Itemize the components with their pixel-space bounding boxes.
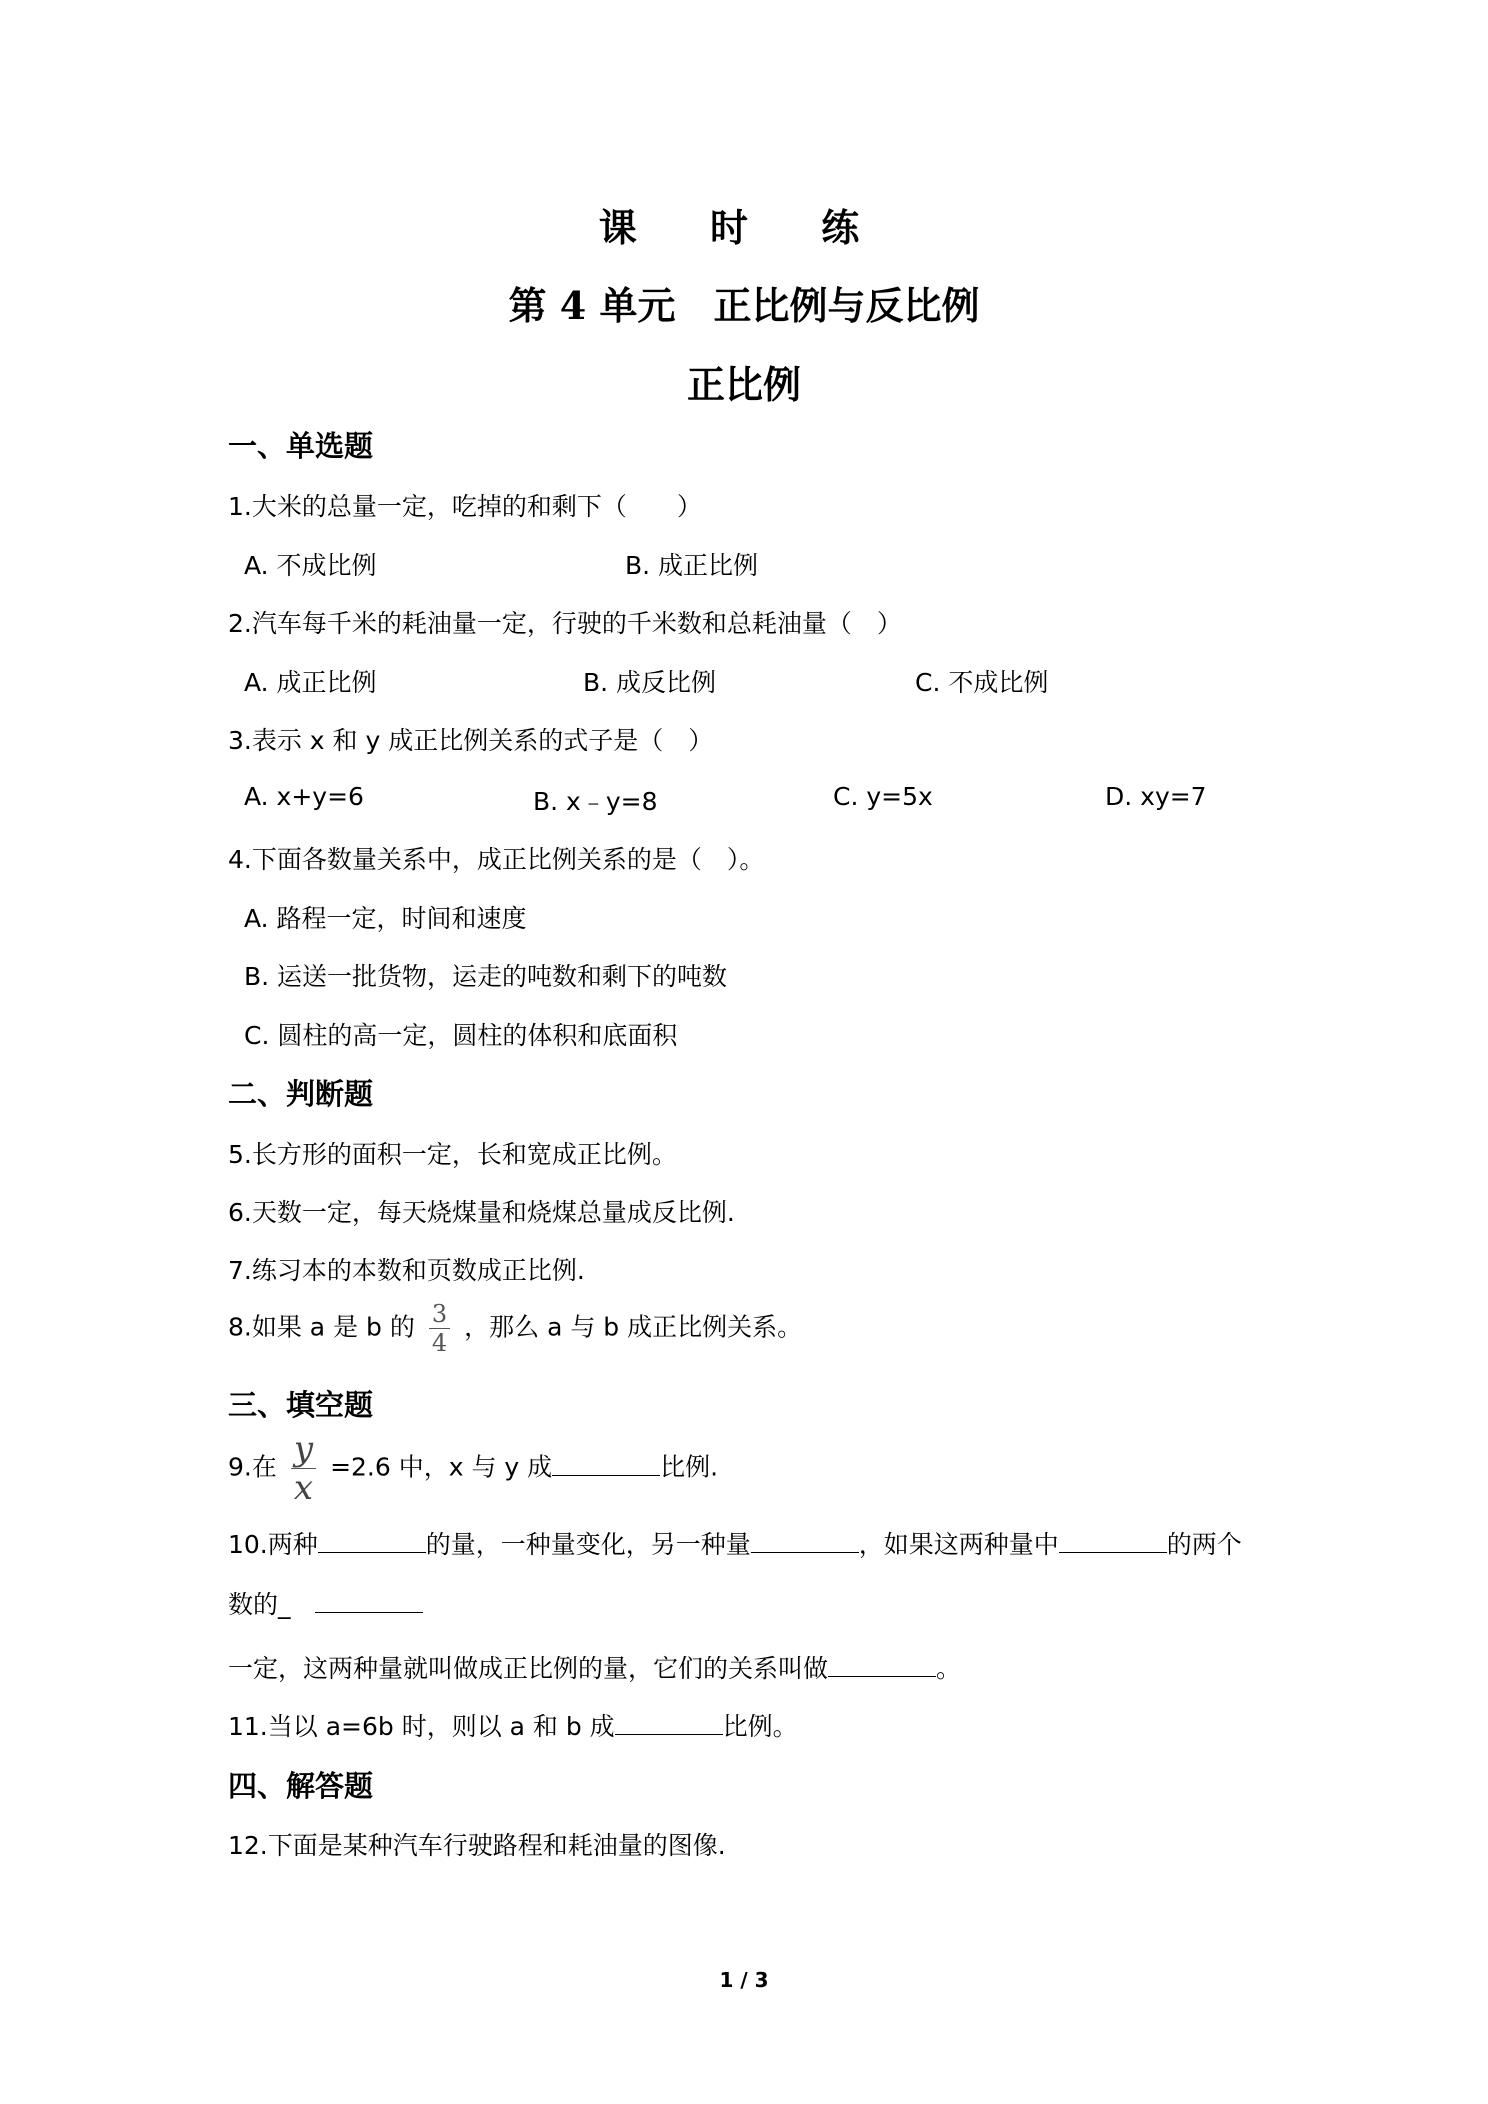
question-10-line-3 xyxy=(228,1649,961,1685)
q9-text-mid: =2.6 中，x 与 y 成 xyxy=(330,1452,553,1482)
answer-blank[interactable] xyxy=(1059,1530,1167,1553)
question-6: 6.天数一定，每天烧煤量和烧煤总量成反比例. xyxy=(228,1198,735,1227)
question-10-line-1 xyxy=(228,1525,1242,1561)
question-1: 1.大米的总量一定，吃掉的和剩下（ ） xyxy=(228,492,702,521)
fraction-three-quarters xyxy=(429,1302,450,1355)
q11-text-post: 比例。 xyxy=(722,1712,798,1741)
q3-option-a: A. x+y=6 xyxy=(244,782,364,811)
answer-blank[interactable] xyxy=(615,1712,723,1735)
q4-option-a: A. 路程一定，时间和速度 xyxy=(244,904,527,933)
question-5: 5.长方形的面积一定，长和宽成正比例。 xyxy=(228,1140,677,1169)
question-12: 12.下面是某种汽车行驶路程和耗油量的图像. xyxy=(228,1831,726,1860)
section-heading-fill-blank: 三、填空题 xyxy=(228,1388,374,1422)
q3-option-d: D. xy=7 xyxy=(1105,782,1207,811)
fraction-numerator: y xyxy=(293,1429,314,1469)
q10-text-7: 。 xyxy=(936,1654,962,1683)
q8-text-post: ，那么 a 与 b 成正比例关系。 xyxy=(464,1312,803,1342)
fraction-denominator: x xyxy=(291,1468,316,1505)
question-4: 4.下面各数量关系中，成正比例关系的是（ ）。 xyxy=(228,845,765,874)
q4-option-b: B. 运送一批货物，运走的吨数和剩下的吨数 xyxy=(244,962,728,991)
q10-text-6: 一定，这两种量就叫做成正比例的量，它们的关系叫做 xyxy=(228,1654,829,1683)
q3-option-c: C. y=5x xyxy=(833,782,933,811)
question-8 xyxy=(228,1302,802,1355)
question-7: 7.练习本的本数和页数成正比例. xyxy=(228,1256,585,1285)
q11-text-pre: 11.当以 a=6b 时，则以 a 和 b 成 xyxy=(228,1712,615,1741)
page-number: 1 / 3 xyxy=(719,1968,769,1992)
q1-option-a: A. 不成比例 xyxy=(244,551,377,580)
answer-blank[interactable] xyxy=(315,1590,423,1613)
q2-option-b: B. 成反比例 xyxy=(583,668,717,697)
doc-title: 课 时 练 xyxy=(598,205,890,250)
answer-blank[interactable] xyxy=(318,1530,426,1553)
question-9 xyxy=(228,1429,719,1508)
question-11 xyxy=(228,1707,798,1743)
question-3: 3.表示 x 和 y 成正比例关系的式子是（ ） xyxy=(228,726,714,755)
answer-blank[interactable] xyxy=(751,1530,859,1553)
lesson-title: 正比例 xyxy=(686,362,801,407)
fraction-numerator: 3 xyxy=(431,1300,448,1328)
q8-text-pre: 8.如果 a 是 b 的 xyxy=(228,1312,415,1342)
q3-option-b: B. x﹣y=8 xyxy=(533,787,658,816)
q9-text-post: 比例. xyxy=(660,1452,719,1482)
fraction-y-over-x xyxy=(291,1429,316,1508)
q1-option-b: B. 成正比例 xyxy=(625,551,759,580)
unit-title: 第 4 单元 正比例与反比例 xyxy=(508,283,980,328)
q10-text-4: 的两个 xyxy=(1166,1530,1242,1559)
q9-text-pre: 9.在 xyxy=(228,1452,277,1482)
q2-option-c: C. 不成比例 xyxy=(915,668,1049,697)
q4-option-c: C. 圆柱的高一定，圆柱的体积和底面积 xyxy=(244,1021,678,1050)
q10-text-5: 数的_ xyxy=(228,1590,291,1619)
question-10-line-2 xyxy=(228,1585,423,1621)
q10-text-3: ，如果这两种量中 xyxy=(858,1530,1059,1559)
section-heading-problem-solving: 四、解答题 xyxy=(228,1769,374,1803)
fraction-denominator: 4 xyxy=(429,1328,450,1355)
q10-text-1: 10.两种 xyxy=(228,1530,318,1559)
answer-blank[interactable] xyxy=(828,1654,936,1677)
q10-text-2: 的量，一种量变化，另一种量 xyxy=(425,1530,751,1559)
answer-blank[interactable] xyxy=(552,1453,660,1476)
section-heading-true-false: 二、判断题 xyxy=(228,1077,374,1111)
section-heading-single-choice: 一、单选题 xyxy=(228,429,374,463)
q2-option-a: A. 成正比例 xyxy=(244,668,377,697)
question-2: 2.汽车每千米的耗油量一定，行驶的千米数和总耗油量（ ） xyxy=(228,609,902,638)
